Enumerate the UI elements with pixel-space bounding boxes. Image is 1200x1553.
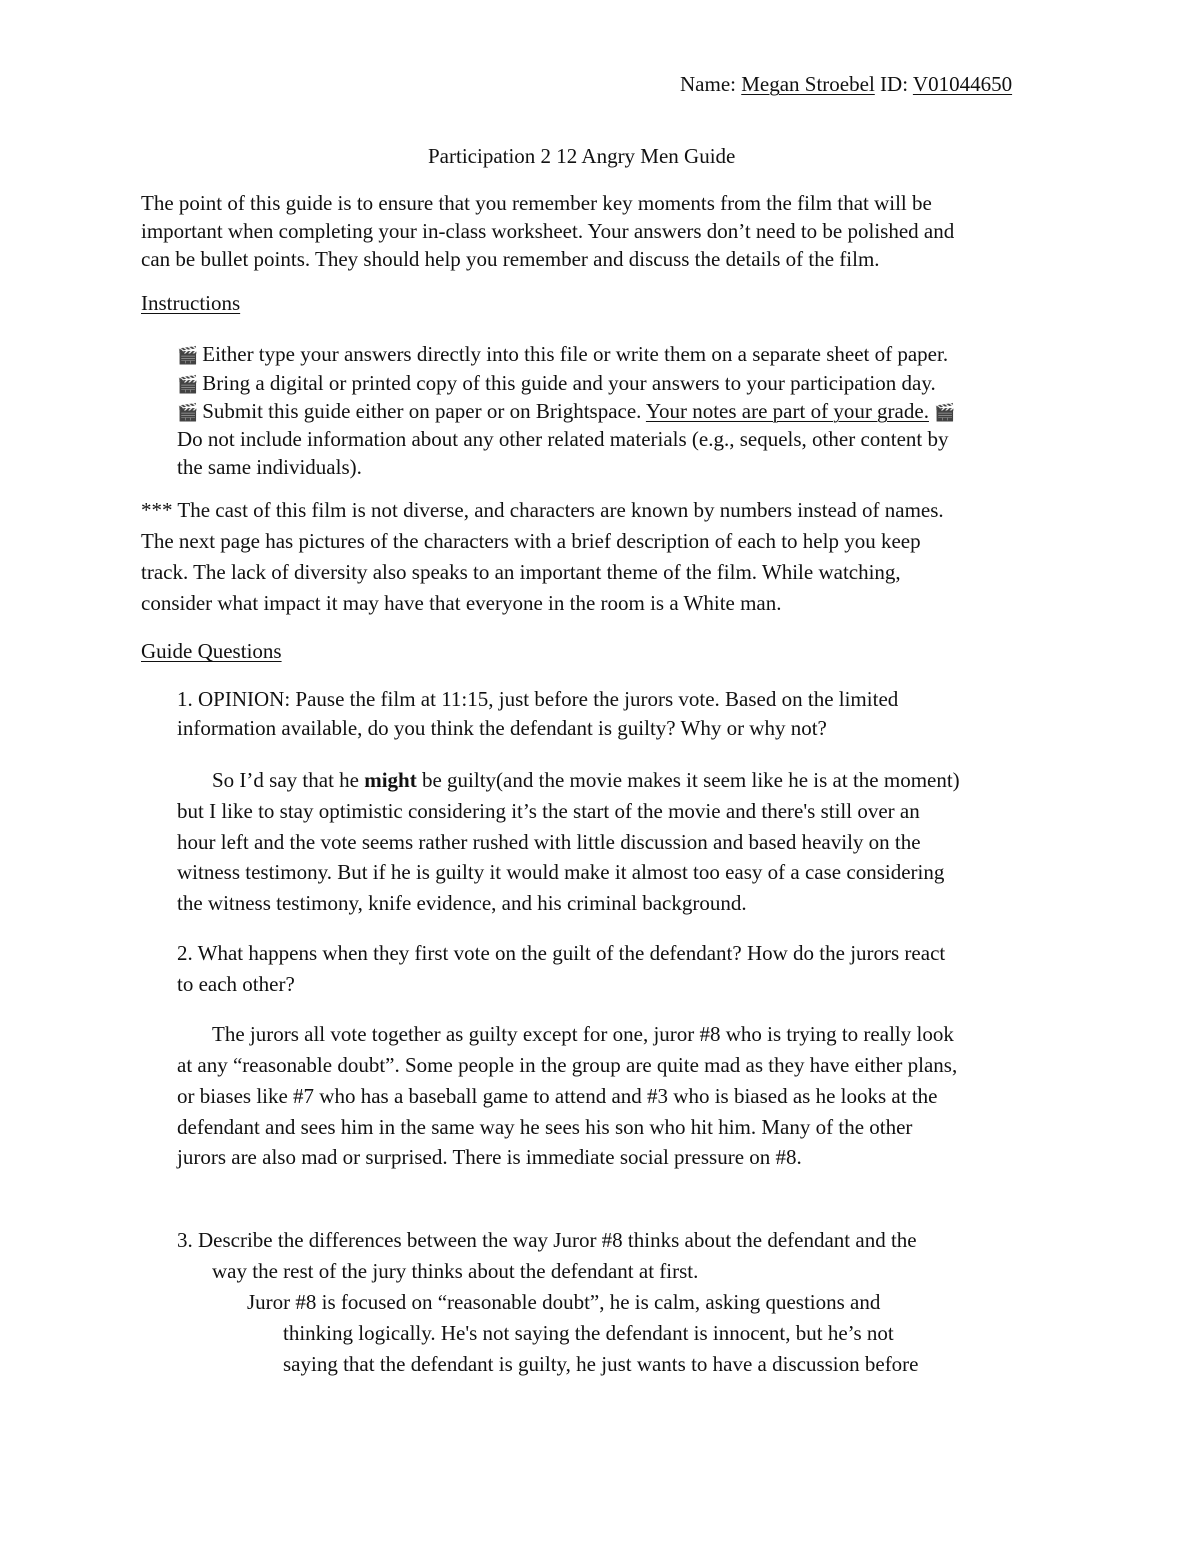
cast-note-line: track. The lack of diversity also speaks to an important theme of the film. While watching, bbox=[141, 560, 901, 584]
cast-note-line: consider what impact it may have that everyone in the room is a White man. bbox=[141, 591, 782, 615]
question-2: to each other? bbox=[177, 972, 295, 996]
instruction-item bbox=[177, 401, 954, 422]
clapperboard-icon: 🎬 bbox=[177, 375, 199, 395]
intro-line: The point of this guide is to ensure that you remember key moments from the film that will be bbox=[141, 191, 932, 215]
instructions-heading: Instructions bbox=[141, 291, 241, 315]
answer-2: defendant and sees him in the same way he sees his son who hit him. Many of the other bbox=[177, 1115, 913, 1139]
answer-1-emphasis: might bbox=[364, 768, 417, 792]
answer-3: thinking logically. He's not saying the defendant is innocent, but he’s not bbox=[283, 1321, 894, 1345]
question-1: information available, do you think the defendant is guilty? Why or why not? bbox=[177, 716, 827, 740]
student-name: Megan Stroebel bbox=[741, 72, 875, 96]
answer-1: the witness testimony, knife evidence, and his criminal background. bbox=[177, 891, 747, 915]
answer-2: or biases like #7 who has a baseball game to attend and #3 who is biased as he looks at the bbox=[177, 1084, 938, 1108]
answer-2: jurors are also mad or surprised. There is immediate social pressure on #8. bbox=[177, 1145, 802, 1169]
instruction-text: the same individuals). bbox=[177, 455, 362, 479]
answer-2: The jurors all vote together as guilty except for one, juror #8 who is trying to really look bbox=[212, 1022, 954, 1046]
cast-note-line: The next page has pictures of the characters with a brief description of each to help you keep bbox=[141, 529, 921, 553]
instruction-text: Bring a digital or printed copy of this guide and your answers to your participation day. bbox=[202, 371, 936, 395]
answer-1 bbox=[212, 770, 960, 791]
answer-1-text: be guilty(and the movie makes it seem like he is at the moment) bbox=[416, 768, 960, 792]
answer-1-text: So I’d say that he bbox=[212, 768, 365, 792]
question-3: way the rest of the jury thinks about the defendant at first. bbox=[212, 1259, 699, 1283]
answer-3: Juror #8 is focused on “reasonable doubt”, he is calm, asking questions and bbox=[247, 1290, 881, 1314]
name-label: Name: bbox=[680, 72, 736, 96]
answer-3: saying that the defendant is guilty, he just wants to have a discussion before bbox=[283, 1352, 919, 1376]
clapperboard-icon: 🎬 bbox=[177, 403, 199, 423]
instruction-item bbox=[177, 373, 936, 394]
page-title: Participation 2 12 Angry Men Guide bbox=[428, 144, 736, 168]
student-header bbox=[680, 74, 1012, 95]
question-3: 3. Describe the differences between the way Juror #8 thinks about the defendant and the bbox=[177, 1228, 917, 1252]
instruction-text: Either type your answers directly into this file or write them on a separate sheet of paper. bbox=[202, 342, 949, 366]
answer-1: but I like to stay optimistic considering it’s the start of the movie and there's still over an bbox=[177, 799, 920, 823]
instruction-text: Do not include information about any other related materials (e.g., sequels, other content by bbox=[177, 427, 949, 451]
answer-2: at any “reasonable doubt”. Some people in the group are quite mad as they have either plans, bbox=[177, 1053, 958, 1077]
guide-heading: Guide Questions bbox=[141, 639, 282, 663]
answer-1: hour left and the vote seems rather rushed with little discussion and based heavily on the bbox=[177, 830, 921, 854]
student-id: V01044650 bbox=[912, 72, 1013, 96]
id-label: ID: bbox=[880, 72, 909, 96]
grade-note: Your notes are part of your grade. bbox=[645, 399, 929, 423]
clapperboard-icon: 🎬 bbox=[934, 403, 956, 423]
intro-line: can be bullet points. They should help you remember and discuss the details of the film. bbox=[141, 247, 880, 271]
intro-line: important when completing your in-class worksheet. Your answers don’t need to be polished and bbox=[141, 219, 955, 243]
question-1: 1. OPINION: Pause the film at 11:15, just before the jurors vote. Based on the limited bbox=[177, 687, 899, 711]
clapperboard-icon: 🎬 bbox=[177, 346, 199, 366]
instruction-text: Submit this guide either on paper or on Brightspace. bbox=[202, 399, 642, 423]
question-2: 2. What happens when they first vote on the guilt of the defendant? How do the jurors react bbox=[177, 941, 946, 965]
answer-1: witness testimony. But if he is guilty it would make it almost too easy of a case considering bbox=[177, 860, 945, 884]
cast-note-line: *** The cast of this film is not diverse, and characters are known by numbers instead of names. bbox=[141, 498, 944, 522]
instruction-item bbox=[177, 344, 948, 365]
